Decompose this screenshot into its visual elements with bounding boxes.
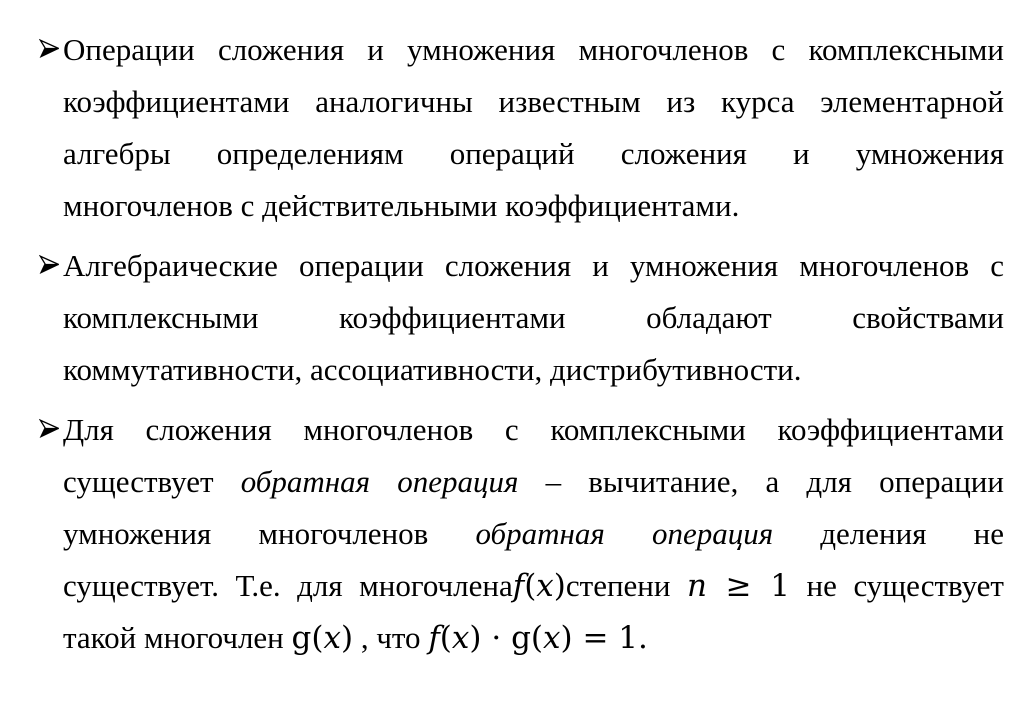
text-line <box>63 456 1004 508</box>
text-segment: x <box>323 620 341 656</box>
text-segment: многочленов с действительными коэффициентами. <box>63 188 740 223</box>
text-segment: такой многочлен <box>63 620 292 655</box>
text-line <box>63 404 1004 456</box>
text-segment: не существует <box>790 568 1004 603</box>
text-segment: ) <box>553 568 566 604</box>
text-segment: g( <box>291 620 324 656</box>
text-segment: ) <box>469 620 482 656</box>
arrowhead-bullet-icon <box>39 418 61 440</box>
text-segment: коэффициентами аналогичны известным из курса элементарной <box>63 84 1004 119</box>
text-segment: – вычитание, а для операции <box>518 464 1004 499</box>
text-line <box>63 76 1004 128</box>
text-segment: n <box>687 568 707 604</box>
text-segment: ( <box>439 620 452 656</box>
text-segment: x <box>536 568 554 604</box>
text-segment: , что <box>353 620 429 655</box>
text-segment: существует <box>63 464 241 499</box>
text-segment: алгебры определениям операций сложения и умножения <box>63 136 1004 171</box>
text-segment: существует. Т.е. для многочлена <box>63 568 513 603</box>
text-segment: x <box>543 620 561 656</box>
text-line <box>63 24 1004 76</box>
text-line <box>63 180 1004 232</box>
text-segment: коммутативности, ассоциативности, дистрибутивности. <box>63 352 802 387</box>
text-segment: x <box>451 620 470 656</box>
text-segment: степени <box>565 568 688 603</box>
text-segment: деления не <box>773 516 1004 551</box>
arrowhead-bullet-icon <box>39 38 61 60</box>
text-segment: f <box>428 620 440 656</box>
text-segment: ) = 1. <box>560 620 648 656</box>
text-segment: Операции сложения и умножения многочленов с комплексными <box>63 32 1004 67</box>
bullet-paragraph <box>40 240 1004 396</box>
text-segment: ≥ 1 <box>707 568 790 604</box>
text-line <box>63 508 1004 560</box>
text-segment: Алгебраические операции сложения и умножения многочленов с <box>63 248 1004 283</box>
slide-content <box>40 24 1004 664</box>
text-segment: Для сложения многочленов с комплексными коэффициентами <box>63 412 1004 447</box>
bullet-paragraph <box>40 24 1004 232</box>
text-segment: ( <box>524 568 537 604</box>
text-segment: g( <box>511 620 544 656</box>
text-segment: обратная операция <box>240 464 519 499</box>
text-line <box>63 560 1004 612</box>
text-line <box>63 128 1004 180</box>
text-line <box>63 240 1004 292</box>
text-segment: f <box>512 568 525 604</box>
text-line <box>63 344 1004 396</box>
text-segment: обратная операция <box>475 516 774 551</box>
text-segment: комплексными коэффициентами обладают свойствами <box>63 300 1004 335</box>
bullet-paragraph <box>40 404 1004 664</box>
text-segment: · <box>481 620 512 656</box>
text-line <box>63 612 1004 664</box>
text-segment: ) <box>340 620 354 656</box>
text-line <box>63 292 1004 344</box>
text-segment: умножения многочленов <box>63 516 476 551</box>
arrowhead-bullet-icon <box>39 254 61 276</box>
